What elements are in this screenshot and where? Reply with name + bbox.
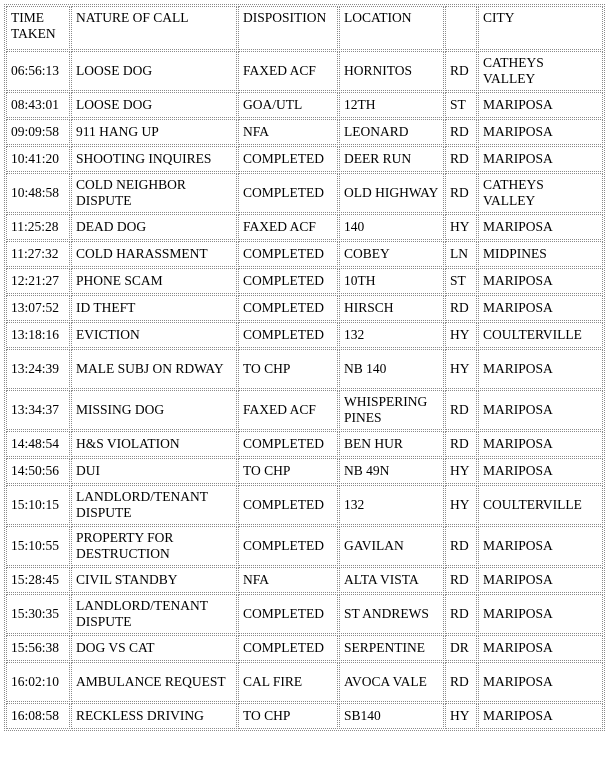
table-row <box>6 146 603 172</box>
table-row <box>6 526 603 566</box>
table-row <box>6 241 603 267</box>
cell-location: 10TH <box>339 268 444 294</box>
cell-disposition: COMPLETED <box>238 268 338 294</box>
cell-city: MARIPOSA <box>478 635 603 661</box>
cell-disposition: GOA/UTL <box>238 92 338 118</box>
cell-street-suffix: ST <box>445 268 477 294</box>
cell-location: WHISPERING PINES <box>339 390 444 430</box>
cell-city: MARIPOSA <box>478 526 603 566</box>
cell-time-taken: 09:09:58 <box>6 119 70 145</box>
cell-street-suffix: HY <box>445 322 477 348</box>
cell-time-taken: 08:43:01 <box>6 92 70 118</box>
cell-disposition: COMPLETED <box>238 485 338 525</box>
cell-city: COULTERVILLE <box>478 485 603 525</box>
table-row <box>6 51 603 91</box>
cell-time-taken: 16:02:10 <box>6 662 70 702</box>
header-disposition: DISPOSITION <box>238 6 338 50</box>
cell-city: MARIPOSA <box>478 349 603 389</box>
cell-disposition: NFA <box>238 567 338 593</box>
cell-disposition: COMPLETED <box>238 431 338 457</box>
cell-street-suffix: HY <box>445 349 477 389</box>
cell-street-suffix: RD <box>445 119 477 145</box>
cell-disposition: COMPLETED <box>238 594 338 634</box>
cell-city: MARIPOSA <box>478 268 603 294</box>
cell-city: MARIPOSA <box>478 119 603 145</box>
cell-location: 132 <box>339 485 444 525</box>
cell-nature-of-call: SHOOTING INQUIRES <box>71 146 237 172</box>
cell-nature-of-call: LANDLORD/TENANT DISPUTE <box>71 594 237 634</box>
cell-time-taken: 12:21:27 <box>6 268 70 294</box>
cell-city: MARIPOSA <box>478 146 603 172</box>
table-row <box>6 458 603 484</box>
cell-street-suffix: HY <box>445 703 477 729</box>
cell-location: NB 49N <box>339 458 444 484</box>
header-city: CITY <box>478 6 603 50</box>
cell-city: MARIPOSA <box>478 431 603 457</box>
cell-street-suffix: ST <box>445 92 477 118</box>
table-row <box>6 594 603 634</box>
cell-nature-of-call: H&S VIOLATION <box>71 431 237 457</box>
cell-nature-of-call: EVICTION <box>71 322 237 348</box>
cell-time-taken: 15:56:38 <box>6 635 70 661</box>
cell-city: MARIPOSA <box>478 390 603 430</box>
cell-time-taken: 15:10:15 <box>6 485 70 525</box>
cell-city: MARIPOSA <box>478 295 603 321</box>
cell-nature-of-call: COLD NEIGHBOR DISPUTE <box>71 173 237 213</box>
cell-disposition: CAL FIRE <box>238 662 338 702</box>
cell-location: AVOCA VALE <box>339 662 444 702</box>
cell-disposition: FAXED ACF <box>238 214 338 240</box>
cell-street-suffix: LN <box>445 241 477 267</box>
table-row <box>6 703 603 729</box>
cell-city: MARIPOSA <box>478 214 603 240</box>
header-location: LOCATION <box>339 6 444 50</box>
cell-street-suffix: RD <box>445 51 477 91</box>
cell-disposition: NFA <box>238 119 338 145</box>
cell-disposition: TO CHP <box>238 703 338 729</box>
cell-nature-of-call: PROPERTY FOR DESTRUCTION <box>71 526 237 566</box>
table-row <box>6 390 603 430</box>
cell-city: MARIPOSA <box>478 594 603 634</box>
cell-nature-of-call: MALE SUBJ ON RDWAY <box>71 349 237 389</box>
cell-street-suffix: DR <box>445 635 477 661</box>
cell-nature-of-call: LANDLORD/TENANT DISPUTE <box>71 485 237 525</box>
cell-street-suffix: HY <box>445 485 477 525</box>
cell-street-suffix: RD <box>445 295 477 321</box>
table-row <box>6 567 603 593</box>
cell-location: LEONARD <box>339 119 444 145</box>
cell-location: COBEY <box>339 241 444 267</box>
cell-location: SERPENTINE <box>339 635 444 661</box>
cell-time-taken: 14:50:56 <box>6 458 70 484</box>
cell-location: ST ANDREWS <box>339 594 444 634</box>
cell-location: GAVILAN <box>339 526 444 566</box>
table-row <box>6 92 603 118</box>
cell-street-suffix: RD <box>445 431 477 457</box>
cell-time-taken: 10:41:20 <box>6 146 70 172</box>
cell-time-taken: 11:27:32 <box>6 241 70 267</box>
cell-location: HORNITOS <box>339 51 444 91</box>
cell-street-suffix: HY <box>445 458 477 484</box>
table-row <box>6 485 603 525</box>
cell-disposition: COMPLETED <box>238 146 338 172</box>
header-street-suffix <box>445 6 477 50</box>
cell-nature-of-call: RECKLESS DRIVING <box>71 703 237 729</box>
cell-disposition: COMPLETED <box>238 241 338 267</box>
cell-location: NB 140 <box>339 349 444 389</box>
table-row <box>6 119 603 145</box>
cell-city: MARIPOSA <box>478 567 603 593</box>
table-row <box>6 431 603 457</box>
cell-city: MARIPOSA <box>478 703 603 729</box>
cell-disposition: TO CHP <box>238 458 338 484</box>
cell-city: CATHEYS VALLEY <box>478 173 603 213</box>
cell-street-suffix: RD <box>445 567 477 593</box>
table-row <box>6 268 603 294</box>
cell-nature-of-call: DEAD DOG <box>71 214 237 240</box>
cell-street-suffix: RD <box>445 390 477 430</box>
cell-time-taken: 13:34:37 <box>6 390 70 430</box>
cell-street-suffix: RD <box>445 173 477 213</box>
cell-nature-of-call: CIVIL STANDBY <box>71 567 237 593</box>
cell-time-taken: 15:28:45 <box>6 567 70 593</box>
cell-street-suffix: HY <box>445 214 477 240</box>
cell-location: ALTA VISTA <box>339 567 444 593</box>
cell-nature-of-call: MISSING DOG <box>71 390 237 430</box>
header-nature-of-call: NATURE OF CALL <box>71 6 237 50</box>
cell-time-taken: 06:56:13 <box>6 51 70 91</box>
cell-location: 132 <box>339 322 444 348</box>
cell-time-taken: 11:25:28 <box>6 214 70 240</box>
table-row <box>6 635 603 661</box>
cell-location: 140 <box>339 214 444 240</box>
cell-nature-of-call: ID THEFT <box>71 295 237 321</box>
cell-disposition: TO CHP <box>238 349 338 389</box>
cell-street-suffix: RD <box>445 662 477 702</box>
cell-nature-of-call: AMBULANCE REQUEST <box>71 662 237 702</box>
cell-city: MARIPOSA <box>478 662 603 702</box>
cell-city: MARIPOSA <box>478 92 603 118</box>
cell-time-taken: 13:07:52 <box>6 295 70 321</box>
cell-city: CATHEYS VALLEY <box>478 51 603 91</box>
table-row <box>6 322 603 348</box>
table-row <box>6 295 603 321</box>
cell-location: DEER RUN <box>339 146 444 172</box>
cell-disposition: FAXED ACF <box>238 51 338 91</box>
cell-time-taken: 15:10:55 <box>6 526 70 566</box>
cell-location: BEN HUR <box>339 431 444 457</box>
table-row <box>6 662 603 702</box>
cell-location: SB140 <box>339 703 444 729</box>
call-log-table <box>4 4 605 731</box>
cell-time-taken: 10:48:58 <box>6 173 70 213</box>
cell-nature-of-call: LOOSE DOG <box>71 92 237 118</box>
cell-city: COULTERVILLE <box>478 322 603 348</box>
cell-street-suffix: RD <box>445 594 477 634</box>
cell-location: HIRSCH <box>339 295 444 321</box>
cell-disposition: COMPLETED <box>238 295 338 321</box>
cell-location: OLD HIGHWAY <box>339 173 444 213</box>
cell-disposition: COMPLETED <box>238 322 338 348</box>
cell-nature-of-call: DUI <box>71 458 237 484</box>
cell-time-taken: 14:48:54 <box>6 431 70 457</box>
table-row <box>6 173 603 213</box>
cell-time-taken: 15:30:35 <box>6 594 70 634</box>
cell-nature-of-call: 911 HANG UP <box>71 119 237 145</box>
header-row <box>6 6 603 50</box>
table-row <box>6 349 603 389</box>
cell-disposition: COMPLETED <box>238 635 338 661</box>
call-log <box>4 4 605 731</box>
cell-city: MIDPINES <box>478 241 603 267</box>
cell-time-taken: 13:24:39 <box>6 349 70 389</box>
cell-nature-of-call: COLD HARASSMENT <box>71 241 237 267</box>
cell-disposition: FAXED ACF <box>238 390 338 430</box>
cell-nature-of-call: PHONE SCAM <box>71 268 237 294</box>
cell-street-suffix: RD <box>445 146 477 172</box>
table-row <box>6 214 603 240</box>
cell-city: MARIPOSA <box>478 458 603 484</box>
cell-street-suffix: RD <box>445 526 477 566</box>
header-time-taken: TIME TAKEN <box>6 6 70 50</box>
cell-nature-of-call: DOG VS CAT <box>71 635 237 661</box>
cell-nature-of-call: LOOSE DOG <box>71 51 237 91</box>
cell-disposition: COMPLETED <box>238 526 338 566</box>
cell-time-taken: 16:08:58 <box>6 703 70 729</box>
cell-location: 12TH <box>339 92 444 118</box>
cell-time-taken: 13:18:16 <box>6 322 70 348</box>
cell-disposition: COMPLETED <box>238 173 338 213</box>
